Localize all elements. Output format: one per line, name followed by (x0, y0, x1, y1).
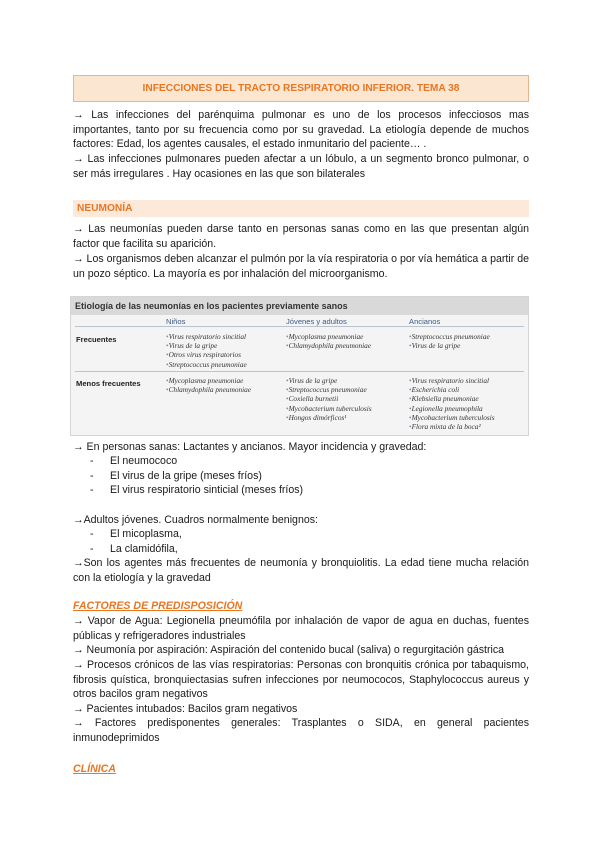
intro-paragraph-2: → Las infecciones pulmonares pueden afectar a un lóbulo, a un segmento bronco pulmonar, o ser más irregulares . Hay ocasiones en las que son bilaterales (73, 153, 529, 180)
list-item: - El virus respiratorio sinticial (meses fríos) (90, 483, 303, 498)
table-cell-item: • Mycobacterium tuberculosis (409, 413, 495, 422)
list-item: - El virus de la gripe (meses fríos) (90, 469, 303, 484)
factor-paragraph-3: → Procesos crónicos de las vías respiratorias: Personas con bronquitis crónica por tabaquismo, fibrosis quística, bronquiectasias sufren infecciones por neumococos, Staphylococcus aureus y otros bacilos gram negativos (73, 659, 529, 701)
table-cell-item: • Streptococcus pneumoniae (409, 332, 490, 341)
table-cell-item: • Otros virus respiratorios (166, 350, 247, 359)
jovenes-intro: →Adultos jóvenes. Cuadros normalmente benignos: (73, 514, 318, 526)
list-item: - El neumococo (90, 454, 303, 469)
sanas-intro: → En personas sanas: Lactantes y ancianos. Mayor incidencia y gravedad: (73, 441, 427, 453)
table-cell-item: • Hongos dimórficos¹ (286, 413, 372, 422)
jovenes-outro: →Son los agentes más frecuentes de neumonía y bronquiolitis. La edad tiene mucha relación con la etiología y la gravedad (73, 557, 529, 584)
list-item: - La clamidófila, (90, 542, 182, 557)
table-cell-item: • Chlamydophila pneumoniae (286, 341, 371, 350)
table-cell-item: • Virus respiratorio sincitial (409, 376, 495, 385)
table-cell-item: • Mycoplasma pneumoniae (286, 332, 371, 341)
sanas-list (90, 454, 303, 498)
table-cell-item: • Streptococcus pneumoniae (286, 385, 372, 394)
table-cell-item: • Virus de la gripe (409, 341, 490, 350)
table-divider (75, 371, 524, 372)
table-cell-item: • Virus de la gripe (166, 341, 247, 350)
column-header-jovenes: Jóvenes y adultos (286, 317, 347, 326)
factor-paragraph-2: → Neumonía por aspiración: Aspiración del contenido bucal (saliva) o regurgitación gástrica (73, 644, 505, 656)
neumonia-paragraph-2: → Los organismos deben alcanzar el pulmón por la vía respiratoria o por vía hemática a partir de un pozo séptico. La mayoría es por inhalación del microorganismo. (73, 253, 529, 280)
column-header-ancianos: Ancianos (409, 317, 441, 326)
row-label-frecuentes: Frecuentes (76, 335, 117, 344)
cell-menos-ninos (166, 376, 251, 394)
clinica-heading: CLÍNICA (73, 763, 116, 775)
neumonia-paragraph-1: → Las neumonías pueden darse tanto en personas sanas como en las que presentan algún factor que facilita su aparición. (73, 223, 529, 250)
cell-frecuentes-ancianos (409, 332, 490, 350)
intro-paragraph-1: → Las infecciones del parénquima pulmonar es uno de los procesos infecciosos mas importantes, tanto por su frecuencia como por su gravedad. La etiología depende de muchos factores: Edad, los agentes causales, el estado inmunitario del paciente… . (73, 109, 529, 151)
row-label-menos-frecuentes: Menos frecuentes (76, 379, 141, 388)
table-cell-item: • Escherichia coli (409, 385, 495, 394)
table-divider (75, 326, 524, 327)
page-title: INFECCIONES DEL TRACTO RESPIRATORIO INFERIOR. TEMA 38 (73, 75, 529, 102)
etiology-table (70, 296, 529, 436)
table-cell-item: • Virus respiratorio sincitial (166, 332, 247, 341)
table-cell-item: • Klebsiella pneumoniae (409, 394, 495, 403)
factor-paragraph-1: → Vapor de Agua: Legionella pneumófila por inhalación de vapor de agua en duchas, fuentes públicas y refrigeradores industriales (73, 615, 529, 642)
factores-heading: FACTORES DE PREDISPOSICIÓN (73, 600, 243, 612)
factor-paragraph-5: → Factores predisponentes generales: Trasplantes o SIDA, en general pacientes inmunodeprimidos (73, 717, 529, 744)
table-cell-item: • Coxiella burnetii (286, 394, 372, 403)
cell-menos-ancianos (409, 376, 495, 431)
table-cell-item: • Streptococcus pneumoniae (166, 360, 247, 369)
cell-frecuentes-ninos (166, 332, 247, 369)
jovenes-list (90, 527, 182, 556)
factor-paragraph-4: → Pacientes intubados: Bacilos gram negativos (73, 703, 298, 715)
cell-menos-jovenes (286, 376, 372, 422)
list-item: - El micoplasma, (90, 527, 182, 542)
neumonia-heading: NEUMONÍA (73, 200, 529, 217)
cell-frecuentes-jovenes (286, 332, 371, 350)
table-cell-item: • Mycobacterium tuberculosis (286, 404, 372, 413)
table-cell-item: • Legionella pneumophila (409, 404, 495, 413)
table-cell-item: • Flora mixta de la boca² (409, 422, 495, 431)
table-cell-item: • Virus de la gripe (286, 376, 372, 385)
column-header-ninos: Niños (166, 317, 186, 326)
table-cell-item: • Mycoplasma pneumoniae (166, 376, 251, 385)
table-title: Etiología de las neumonías en los pacientes previamente sanos (71, 297, 528, 315)
table-cell-item: • Chlamydophila pneumoniae (166, 385, 251, 394)
